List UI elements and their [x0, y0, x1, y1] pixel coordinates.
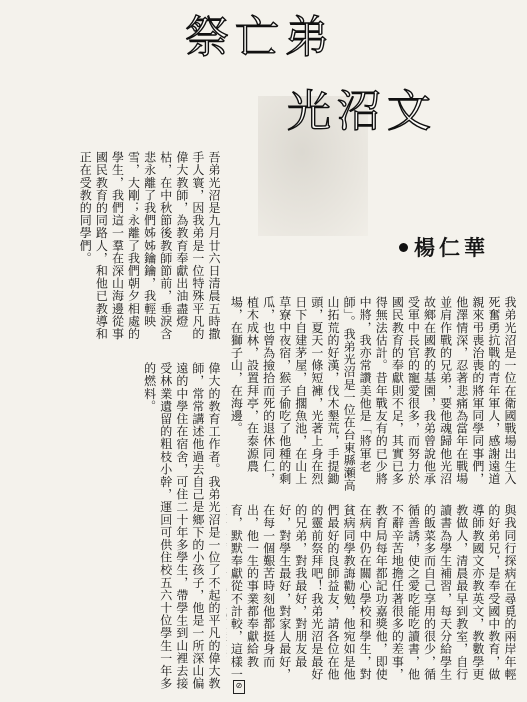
body-text-block-top-left: 吾弟光沼是九月廿六日清晨五時撒手人寰，因我弟是一位特殊平凡的偉大教師，為教育奉獻出油盡燈枯，在中秋節後教師節前，垂淚含悲永離了我們姊姊鑰鑰，我輕映雪，大剛；永離了我們朝夕相處的學生，我們這一羣在深山海邊從事國民教育的同路人，和他已教導和正在受教的同學們。	[78, 151, 221, 340]
body-text-block-bottom-left: 偉大的教育工作者。我弟光沼是一位了不起的平凡的偉大教師，常常講述他過去自己是鄉下的小孩子，他是一所深山偏遠的中學住在宿舍，可住二十年多學生，帶學生到山裡去接受林業遺留的粗枝小幹，運回可供住校五六十位學生一年多的燃料。	[142, 362, 221, 690]
author-name: 楊仁華	[414, 235, 489, 260]
page-number-mark: ⊘	[233, 680, 245, 694]
body-text-block-top-right: 我弟光沼是一位在衛國戰場出生入死奮勇抗戰的青年軍人，感謝遠道親來弔喪治喪的將軍同學同事們，他澤情深，忍著悲痛為當年在戰場並肩作戰的兄弟，要他魂歸他光沼故鄉在國教的基園，我弟曾說他承受軍中長官的寵愛很多，而努力於國民教育的奉獻則不足，其實已多得無法估計。昔年戰友有的已少將中將，我亦常讚美他是「將軍老師」。我弟光沼是一位在台東縣瀬高山拓荒的好漢，伐木墾荒，手提鋤頭，夏天一條短褲，光著上身在烈日下自建茅屋，自擱魚池，在山上草寮中夜宿，猴子偷吃了他種的剩瓜，也曾為撿拾而死的退休同仁，植木成林，設置拜亭，在泰源農場，在獅子山，在海邊。	[229, 296, 517, 492]
bullet-dot-icon	[399, 243, 408, 252]
title-line-2: 光沼文	[287, 86, 437, 137]
title-line-1: 祭亡弟	[185, 12, 335, 63]
author-byline	[399, 232, 489, 262]
body-text-block-bottom-right: 與我同行探病在尋覓的兩岸年輕的好弟兄，是奉受國中教育，做導師教國文亦教英文，教數學更教做人，清晨最早到教室，自行讀書為學生補習，每天分給學生的飯菜多而自己享用的很少，循循善誘，使之愛吃能吃讀書，他不辭辛苦地擔任著很多的差事，教育局每年都記功嘉獎他，即使在病中仍在關心學校和學生，對貧病同學教誨勸勉，他宛如是他們最好的良師益友，請各位在他的靈前祭拜吧！我弟光沼是最好的兄弟，對我最好，對朋友最好，對學生最好，對家人最好，在每一個艱苦時刻他都挺身而出，他一生的事業都奉獻給教育，默默奉獻從不計較，這樣一	[229, 504, 517, 681]
